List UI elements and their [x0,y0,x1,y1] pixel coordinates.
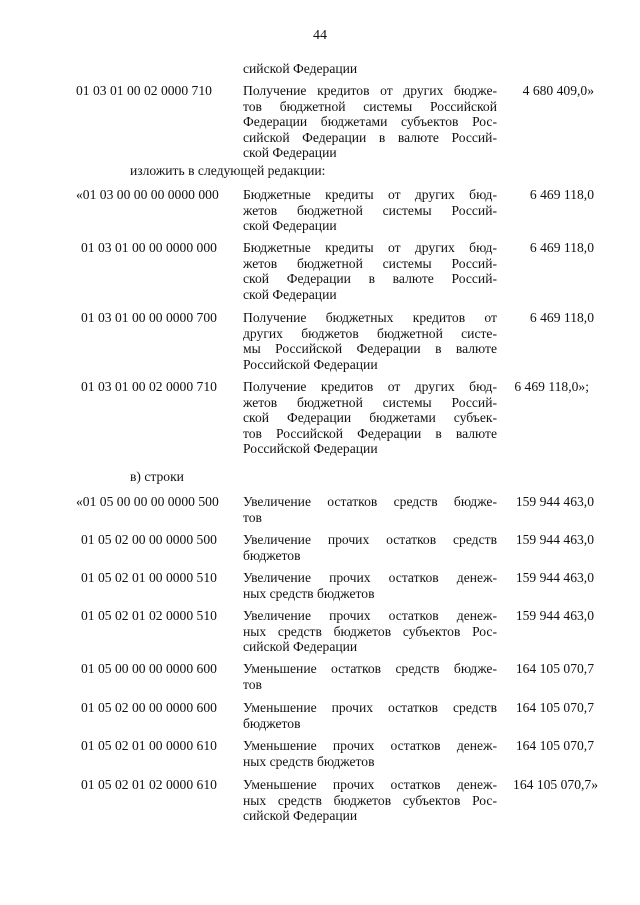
description-line: Получение кредитов от других бюд- [243,379,497,394]
row-amount: 164 105 070,7 [515,661,594,676]
description-line: ской Федерации [243,145,337,161]
row-amount: 164 105 070,7 [515,700,594,715]
description-line: бюджетов [243,715,301,731]
description-line: Российской Федерации [243,441,378,457]
row-description [243,240,497,302]
description-line: жетов бюджетной системы Россий- [243,394,497,410]
instruction-text: изложить в следующей редакции: [130,163,326,178]
description-line: жетов бюджетной системы Россий- [243,255,497,271]
row-description [243,187,497,234]
row-amount: 6 469 118,0 [529,187,594,202]
row-amount: 159 944 463,0 [515,608,594,623]
row-amount: 159 944 463,0 [515,532,594,547]
description-line: ных средств бюджетов [243,585,375,601]
description-line: бюджетов [243,547,301,563]
page-number: 44 [313,28,327,43]
row-description [243,738,497,769]
row-description [243,379,497,457]
description-line: ской Федерации [243,286,337,302]
row-description [243,661,497,692]
description-line: ных средств бюджетов субъектов Рос- [243,623,497,639]
row-description [243,777,497,824]
description-line: Получение кредитов от других бюдже- [243,83,497,98]
description-line: Получение бюджетных кредитов от [243,310,497,325]
description-line: ных средств бюджетов [243,753,375,769]
description-line: Уменьшение прочих остатков денеж- [243,777,497,792]
row-description [243,83,497,161]
description-line: Российской Федерации [243,356,378,372]
row-amount: 4 680 409,0» [522,83,594,98]
description-line: тов бюджетной системы Российской [243,98,497,114]
description-line: тов [243,509,262,525]
description-line: Уменьшение остатков средств бюдже- [243,661,497,676]
row-code: 01 05 02 01 00 0000 510 [81,570,217,585]
row-code: 01 05 02 00 00 0000 500 [81,532,217,547]
description-line: Федерации бюджетами субъектов Рос- [243,114,497,130]
row-code: 01 03 01 00 02 0000 710 [81,379,217,394]
description-line: Уменьшение прочих остатков средств [243,700,497,715]
row-description [243,310,497,372]
description-line: сийской Федерации [243,639,358,655]
description-line: ской Федерации в валюте Россий- [243,271,497,287]
row-description [243,61,497,77]
row-amount: 164 105 070,7 [515,738,594,753]
description-line: ных средств бюджетов субъектов Рос- [243,792,497,808]
row-amount: 6 469 118,0 [529,240,594,255]
description-line: Бюджетные кредиты от других бюд- [243,240,497,255]
row-description [243,608,497,655]
row-description [243,532,497,563]
instruction-text: в) строки [130,469,184,484]
description-line: тов [243,676,262,692]
description-line: ской Федерации [243,218,337,234]
description-line: Бюджетные кредиты от других бюд- [243,187,497,202]
description-line: Уменьшение прочих остатков денеж- [243,738,497,753]
row-description [243,700,497,731]
row-amount: 6 469 118,0 [529,310,594,325]
row-code: «01 05 00 00 00 0000 500 [76,494,219,509]
row-description [243,570,497,601]
description-line: мы Российской Федерации в валюте [243,341,497,357]
row-amount: 164 105 070,7» [513,777,598,792]
description-line: Увеличение прочих остатков средств [243,532,497,547]
description-line: Увеличение прочих остатков денеж- [243,570,497,585]
row-code: 01 03 01 00 00 0000 700 [81,310,217,325]
row-code: 01 05 00 00 00 0000 600 [81,661,217,676]
description-line: жетов бюджетной системы Россий- [243,202,497,218]
description-line: Увеличение остатков средств бюдже- [243,494,497,509]
description-line: сийской Федерации в валюте Россий- [243,129,497,145]
row-amount: 6 469 118,0»; [514,379,589,394]
row-code: 01 05 02 01 02 0000 610 [81,777,217,792]
row-amount: 159 944 463,0 [515,570,594,585]
row-code: 01 03 01 00 00 0000 000 [81,240,217,255]
description-line: Увеличение прочих остатков денеж- [243,608,497,623]
description-line: ской Федерации бюджетами субъек- [243,410,497,426]
row-code: «01 03 00 00 00 0000 000 [76,187,219,202]
row-amount: 159 944 463,0 [515,494,594,509]
description-line: сийской Федерации [243,808,358,824]
row-code: 01 05 02 00 00 0000 600 [81,700,217,715]
description-line: других бюджетов бюджетной систе- [243,325,497,341]
row-code: 01 05 02 01 02 0000 510 [81,608,217,623]
description-line: тов Российской Федерации в валюте [243,425,497,441]
row-code: 01 05 02 01 00 0000 610 [81,738,217,753]
row-code: 01 03 01 00 02 0000 710 [76,83,212,98]
description-line: сийской Федерации [243,61,358,76]
row-description [243,494,497,525]
